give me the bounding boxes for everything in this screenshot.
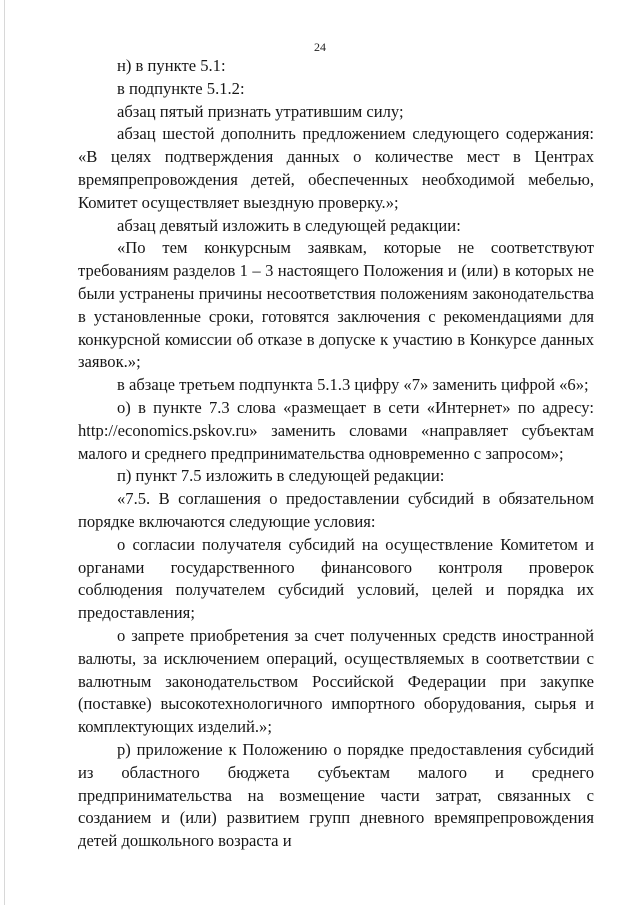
paragraph-consent: о согласии получателя субсидий на осуществление Комитетом и органами государственного финансового контроля проверок соблюдения получателем субсидий условий, целей и порядка их предоставления;: [78, 534, 594, 623]
paragraph-quote-applications: «По тем конкурсным заявкам, которые не соответствуют требованиям разделов 1 – 3 настоящего Положения и (или) в которых не были устранены причины несоответствия положениям законодательства в установленные сроки, готовятся заключения с рекомендациями для конкурсной комиссии об отказе в допуске к участию в Конкурсе данных заявок.»;: [78, 238, 594, 372]
paragraph-abzac-5: абзац пятый признать утратившим силу;: [117, 101, 404, 121]
paragraph-item-p: п) пункт 7.5 изложить в следующей редакции:: [117, 466, 445, 486]
paragraph-abzac-9: абзац девятый изложить в следующей редакции:: [117, 215, 461, 235]
document-body: [78, 55, 594, 853]
paragraph-item-o: о) в пункте 7.3 слова «размещает в сети «Интернет» по адресу: http://economics.pskov.ru» заменить словами «направляет субъектам малого и среднего предпринимательства одновременно с запросом»;: [78, 397, 594, 463]
paragraph-abzac-6: абзац шестой дополнить предложением следующего содержания: «В целях подтверждения данных о количестве мест в Центрах времяпрепровождения детей, обеспеченных необходимой мебелью, Комитет осуществляет выездную проверку.»;: [78, 124, 594, 212]
paragraph-7-5: «7.5. В соглашения о предоставлении субсидий в обязательном порядке включаются следующие условия:: [78, 489, 594, 531]
scan-edge-line: [4, 0, 5, 905]
paragraph-subitem-5-1-2: в подпункте 5.1.2:: [117, 78, 245, 98]
paragraph-item-n: н) в пункте 5.1:: [117, 56, 226, 75]
page-number: 24: [314, 40, 326, 54]
paragraph-currency-ban: о запрете приобретения за счет полученных средств иностранной валюты, за исключением операций, осуществляемых в соответствии с валютным законодательством Российской Федерации при закупке (поставке) высокотехнологичного импортного оборудования, сырья и комплектующих изделий.»;: [78, 625, 594, 737]
paragraph-5-1-3: в абзаце третьем подпункта 5.1.3 цифру «7» заменить цифрой «6»;: [117, 375, 589, 395]
paragraph-item-r: р) приложение к Положению о порядке предоставления субсидий из областного бюджета субъектам малого и среднего предпринимательства на возмещение части затрат, связанных с созданием и (или) развитием групп дневного времяпрепровождения детей дошкольного возраста и: [78, 739, 594, 851]
